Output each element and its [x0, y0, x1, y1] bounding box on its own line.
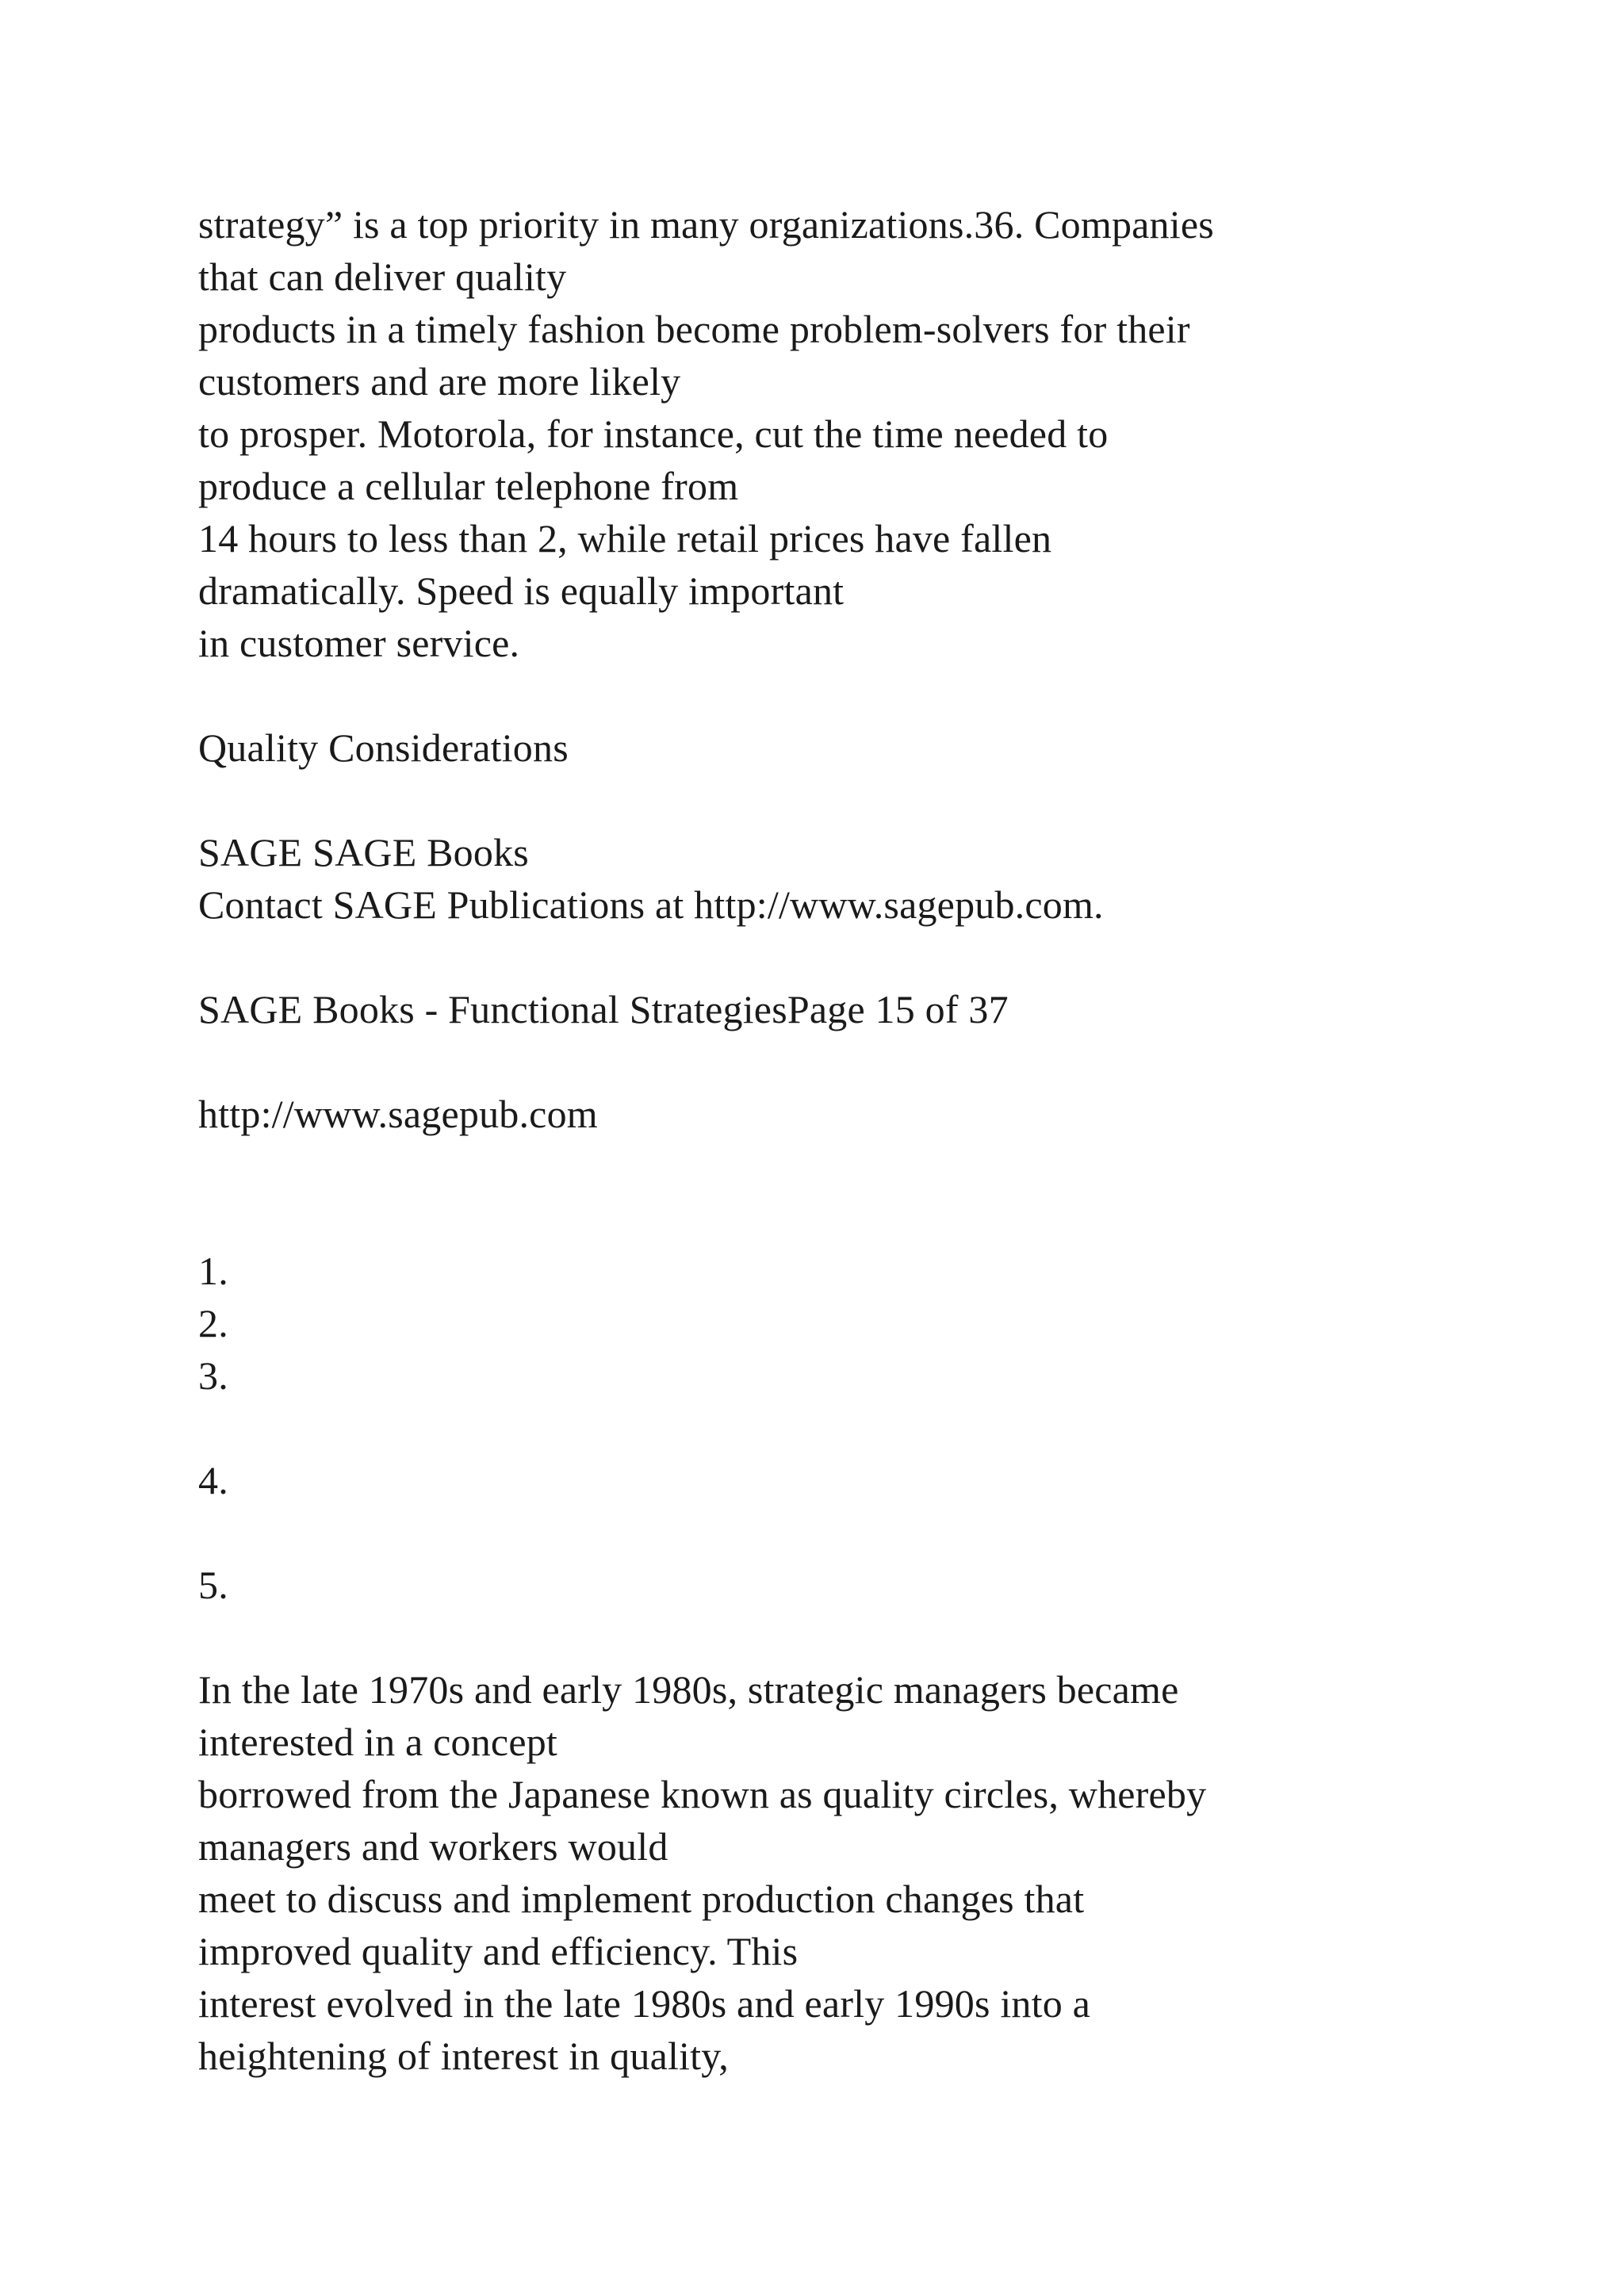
- paragraph-1-line-1: strategy” is a top priority in many organizations.36. Companies: [198, 202, 1214, 247]
- paragraph-1-line-2: that can deliver quality: [198, 254, 567, 299]
- list-number-2: 2.: [198, 1301, 228, 1345]
- footer-publisher: SAGE SAGE Books: [198, 830, 529, 874]
- list-number-4: 4.: [198, 1458, 228, 1502]
- list-number-3: 3.: [198, 1353, 228, 1398]
- paragraph-2-line-8: heightening of interest in quality,: [198, 2034, 729, 2078]
- footer-page-info: SAGE Books - Functional StrategiesPage 15 of 37: [198, 987, 1009, 1031]
- paragraph-1-line-8: dramatically. Speed is equally important: [198, 568, 845, 613]
- paragraph-2-line-1: In the late 1970s and early 1980s, strategic managers became: [198, 1667, 1179, 1712]
- paragraph-2-line-3: borrowed from the Japanese known as quality circles, whereby: [198, 1772, 1207, 1816]
- list-number-5: 5.: [198, 1563, 228, 1607]
- footer-contact: Contact SAGE Publications at http://www.sagepub.com.: [198, 882, 1104, 927]
- paragraph-1-line-5: to prosper. Motorola, for instance, cut the time needed to: [198, 411, 1109, 456]
- paragraph-2-line-7: interest evolved in the late 1980s and early 1990s into a: [198, 1981, 1090, 2026]
- paragraph-1-line-4: customers and are more likely: [198, 359, 681, 404]
- paragraph-2-line-6: improved quality and efficiency. This: [198, 1929, 799, 1973]
- paragraph-2-line-2: interested in a concept: [198, 1720, 558, 1764]
- paragraph-2-line-4: managers and workers would: [198, 1824, 668, 1869]
- paragraph-2-line-5: meet to discuss and implement production changes that: [198, 1877, 1085, 1921]
- list-number-1: 1.: [198, 1249, 228, 1293]
- paragraph-1-line-7: 14 hours to less than 2, while retail prices have fallen: [198, 516, 1052, 561]
- section-heading: Quality Considerations: [198, 725, 569, 770]
- footer-url: http://www.sagepub.com: [198, 1092, 598, 1136]
- paragraph-1-line-9: in customer service.: [198, 621, 520, 665]
- paragraph-1-line-6: produce a cellular telephone from: [198, 464, 739, 508]
- paragraph-1-line-3: products in a timely fashion become problem-solvers for their: [198, 307, 1190, 351]
